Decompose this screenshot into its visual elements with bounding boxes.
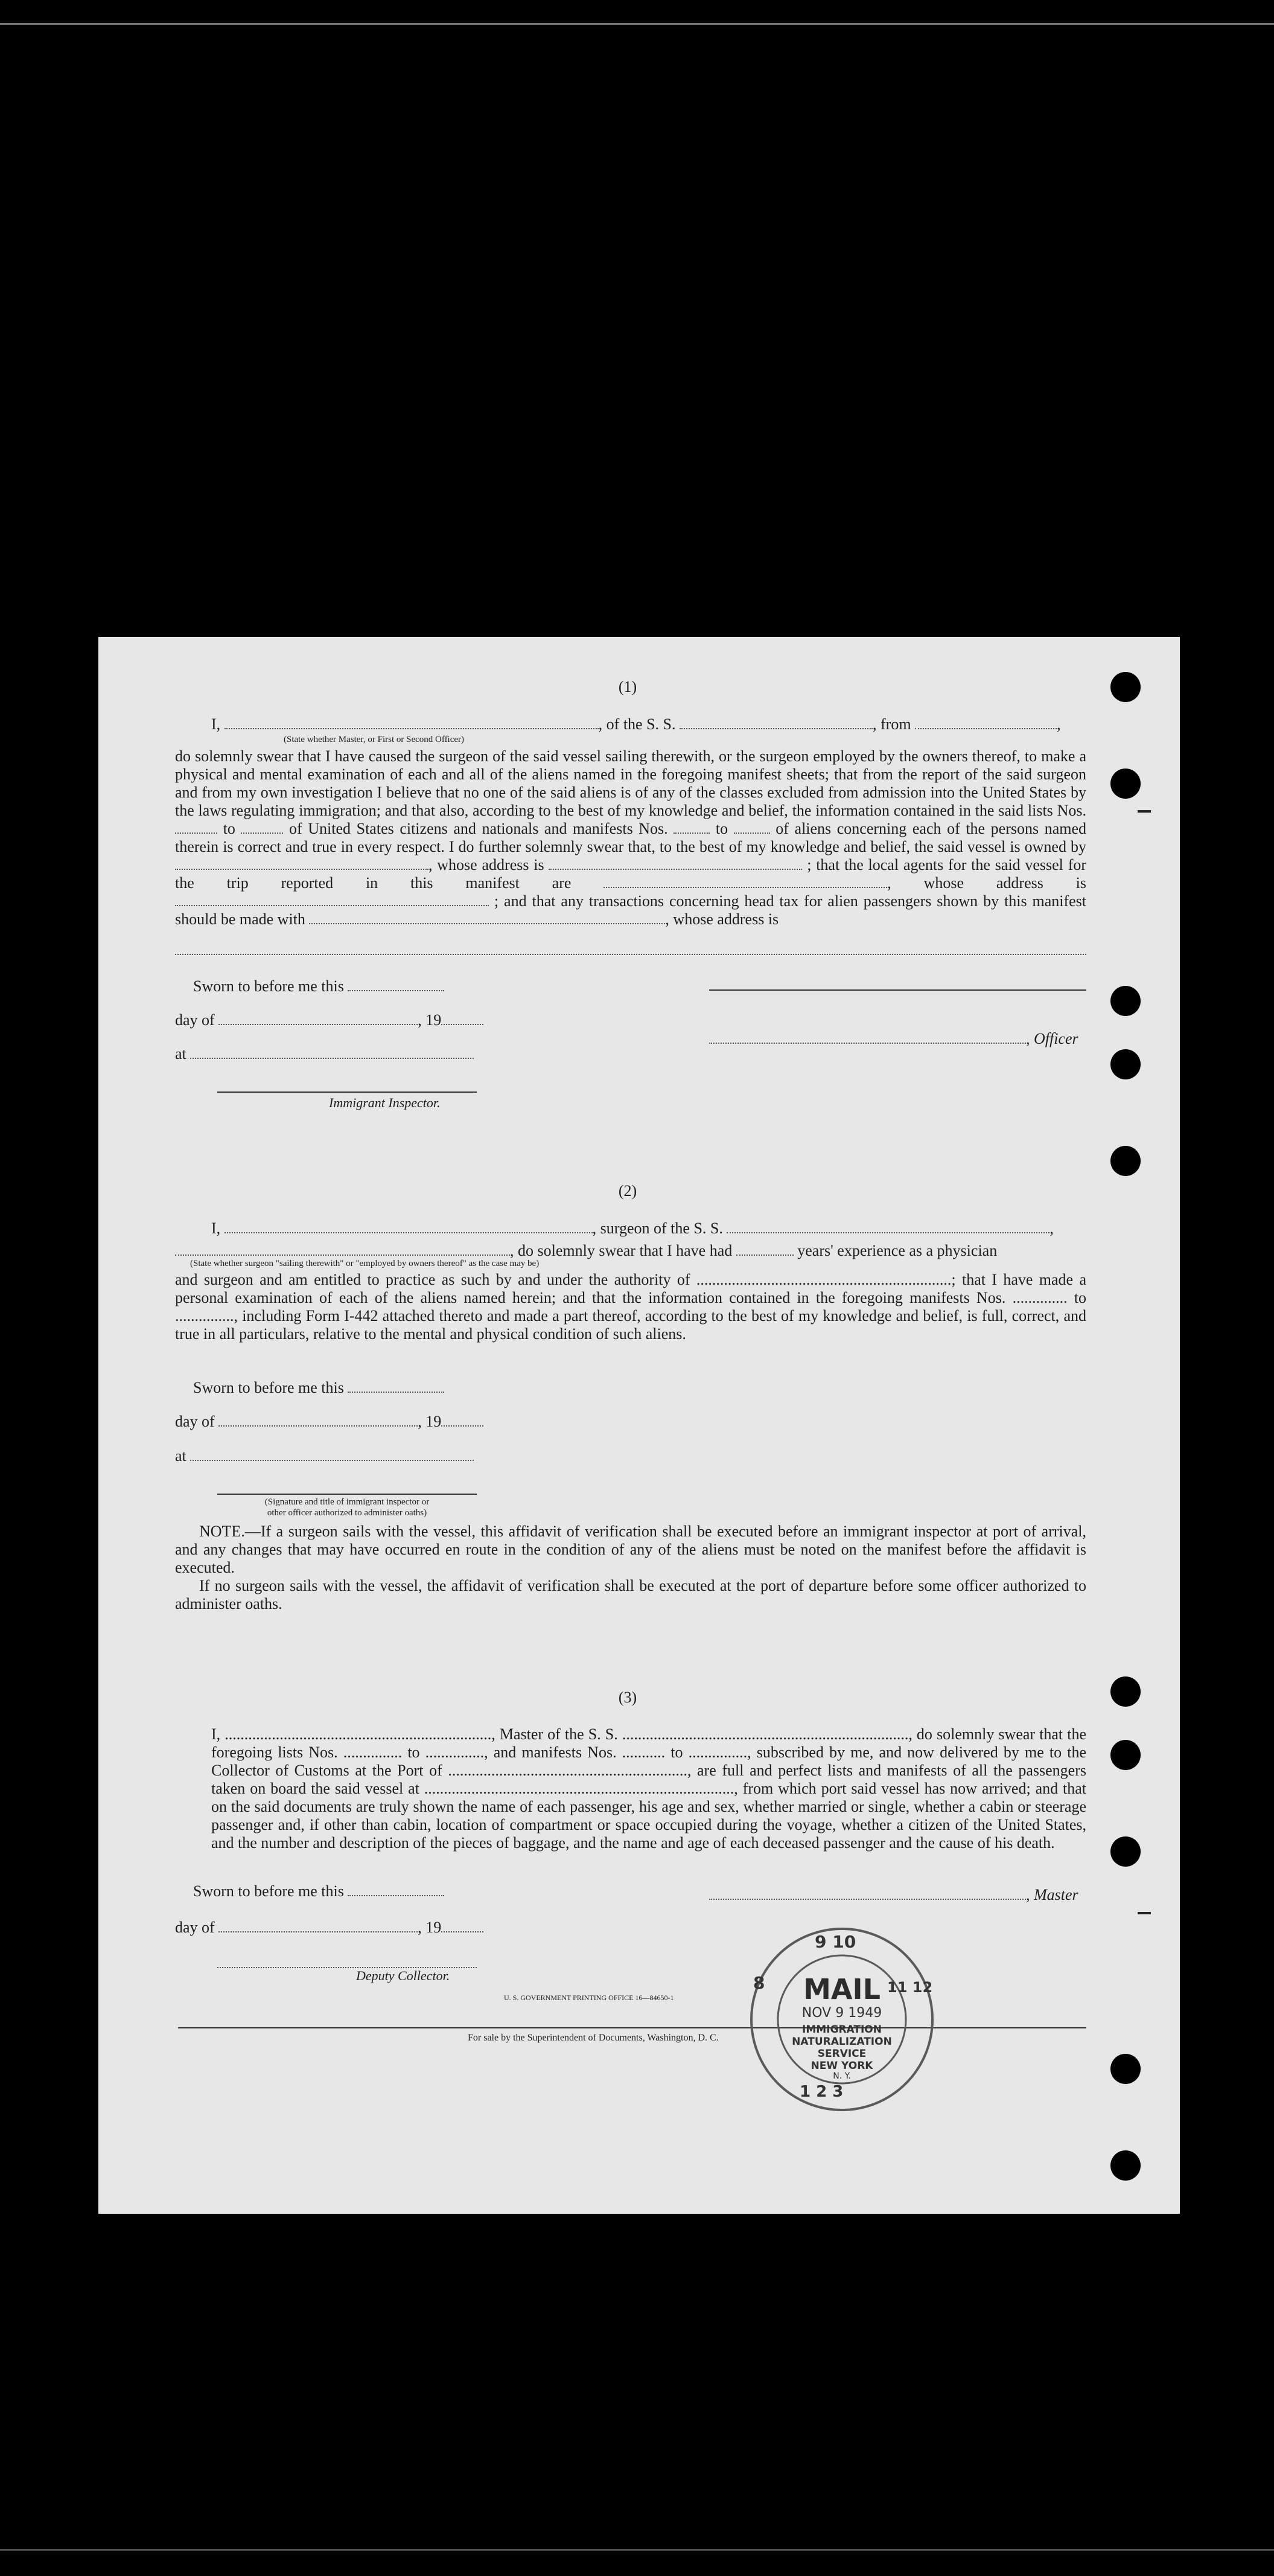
at-line-1: at <box>175 1045 474 1063</box>
punch-hole <box>1110 1049 1141 1079</box>
note-no-surgeon: If no surgeon sails with the vessel, the affidavit of verification shall be executed at the port of departure before some officer authorized to administer oaths. <box>175 1577 1086 1612</box>
inspector-title: Immigrant Inspector. <box>329 1095 441 1110</box>
day-line-1: day of , 19 <box>175 1011 483 1029</box>
margin-mark <box>1138 810 1151 813</box>
section-2-experience-line: , do solemnly swear that I have had years' experience as a physician <box>175 1242 997 1260</box>
sig-title-note-2: other officer authorized to administer oaths) <box>267 1508 427 1518</box>
sig-title-line <box>217 1494 477 1495</box>
sworn-line-1: Sworn to before me this <box>193 977 444 996</box>
section-2-oath-line: I, , surgeon of the S. S. , <box>211 1219 1054 1237</box>
section-1-number: (1) <box>618 678 637 695</box>
sig-title-note-1: (Signature and title of immigrant inspector or <box>264 1497 430 1507</box>
section-1-oath-line: I, , of the S. S. , from , <box>211 715 1061 733</box>
top-border-line <box>0 23 1274 25</box>
punch-hole <box>1110 769 1141 799</box>
address-fill-line <box>175 954 1086 955</box>
mail-postmark-stamp: 9 10 8 11 12 1 2 3 MAIL NOV 9 1949 IMMIGRATION NATURALIZATION SERVICE NEW YORK N. Y. <box>742 1925 941 2115</box>
sworn-line-3: Sworn to before me this <box>193 1882 444 1900</box>
master-signature-line: , Master <box>709 1886 1078 1904</box>
margin-mark <box>1138 1912 1151 1914</box>
punch-hole <box>1110 1740 1141 1770</box>
footer-rule <box>178 2027 1086 2028</box>
collector-title: Deputy Collector. <box>356 1968 450 1983</box>
day-line-2: day of , 19 <box>175 1413 483 1431</box>
punch-hole <box>1110 1146 1141 1176</box>
sale-notice: For sale by the Superintendent of Documents, Washington, D. C. <box>468 2033 719 2043</box>
punch-hole <box>1110 1676 1141 1707</box>
punch-hole <box>1110 1836 1141 1867</box>
note-surgeon-sails: NOTE.—If a surgeon sails with the vessel, this affidavit of verification shall be executed before an immigrant inspector at port of arrival, and any changes that may have occurred en route in the condition of any of the aliens must be noted on the manifest before the affidavit is executed. <box>175 1523 1086 1576</box>
officer-rank-note: (State whether Master, or First or Second Officer) <box>284 735 465 744</box>
stamp-mail-text: MAIL <box>803 1973 881 2006</box>
surgeon-status-note: (State whether surgeon "sailing therewith" or "employed by owners thereof" as the case may be) <box>190 1259 540 1268</box>
section-2-body: and surgeon and am entitled to practice as such by and under the authority of .................................................................; that I have made a personal examination of each of the aliens named herein; and that the information contained in the foregoing manifests Nos. .............. to ..............., including Form I-442 attached thereto and made a part thereof, according to the best of my knowledge and belief, is full, correct, and true in all particulars, relative to the mental and physical condition of such aliens. <box>175 1271 1086 1343</box>
bottom-border-line <box>0 2549 1274 2551</box>
day-line-3: day of , 19 <box>175 1919 483 1937</box>
stamp-date: NOV 9 1949 <box>801 2006 882 2021</box>
section-3-number: (3) <box>618 1689 637 1706</box>
punch-hole <box>1110 672 1141 702</box>
gpo-imprint: U. S. GOVERNMENT PRINTING OFFICE 16—84650-1 <box>504 1993 674 2002</box>
inspector-signature-line <box>217 1091 477 1093</box>
officer-signature-line-b: , Officer <box>709 1030 1078 1048</box>
punch-hole <box>1110 2054 1141 2084</box>
punch-hole <box>1110 2150 1141 2181</box>
section-1-body: do solemnly swear that I have caused the surgeon of the said vessel sailing therewith, or the surgeon employed by the owners thereof, to make a physical and mental examination of each and all of the aliens named in the foregoing manifest sheets; that from the report of the said surgeon and from my own investigation I believe that no one of the said aliens is of any of the classes excluded from admission into the United States by the laws regulating immigration; and that also, according to the best of my knowledge and belief, the information contained in the said lists Nos. to of United States citizens and nationals and manifests Nos. to of aliens concerning each of the persons named therein is correct and true in every respect. I do further solemnly swear that, to the best of my knowledge and belief, the said vessel is owned by , whose address is ; that the local agents for the said vessel for the trip reported in this manifest are , whose address is ; and that any transactions concerning head tax for alien passengers shown by this manifest should be made with , whose address is <box>175 747 1087 928</box>
at-line-2: at <box>175 1447 474 1465</box>
punch-hole <box>1110 986 1141 1016</box>
section-3-body: I, ...................................................................., Master of the S. S. ........................................................................., do solemnly swear that the foregoing lists Nos. ............... to ..............., and manifests Nos. ........... to ..............., subscribed by me, and now delivered by me to the Collector of Customs at the Port of ............................................................., are full and perfect lists and manifests of all the passengers taken on board the said vessel at ..............................................................................., from which port said vessel has now arrived; and that on the said documents are truly shown the name of each passenger, his age and sex, whether married or single, whether a cabin or steerage passenger and, if other than cabin, location of compartment or space occupied during the voyage, whether a citizen of the United States, and the number and description of the pieces of baggage, and the name and age of each deceased passenger and the cause of his death. <box>211 1725 1086 1852</box>
sworn-line-2: Sworn to before me this <box>193 1379 444 1397</box>
officer-signature-line-a <box>709 989 1086 991</box>
section-2-number: (2) <box>618 1182 637 1200</box>
